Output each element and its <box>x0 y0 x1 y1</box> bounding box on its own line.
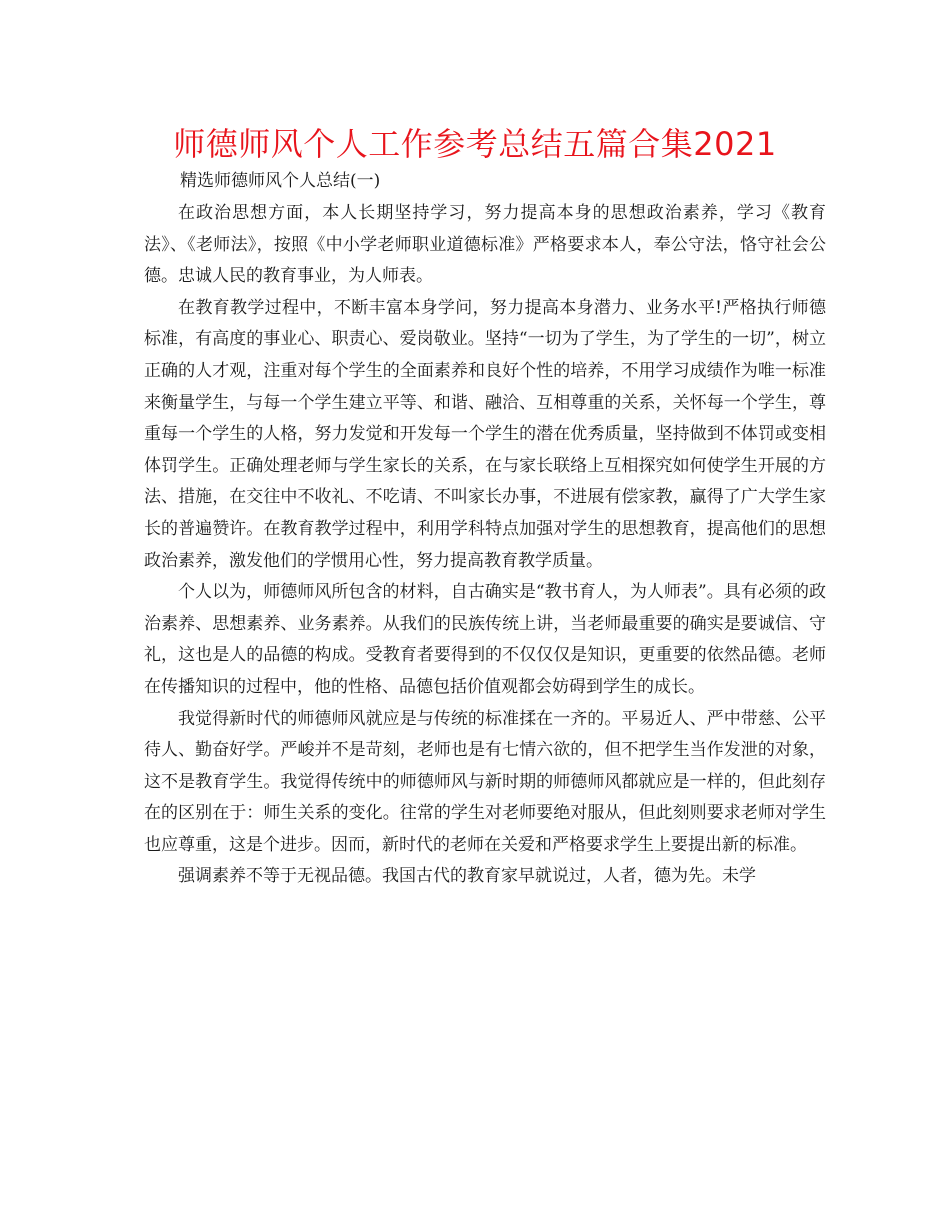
section-subtitle: 精选师德师风个人总结(一) <box>180 171 381 191</box>
paragraph-teaching-process: 在教育教学过程中，不断丰富本身学问，努力提高本身潜力、业务水平!严格执行师德标准，有高度的事业心、职责心、爱岗敬业。坚持“一切为了学生，为了学生的一切”，树立正确的人才观，注重对每个学生的全面素养和良好个性的培养，不用学习成绩作为唯一标准来衡量学生，与每一个学生建立平等、和谐、融洽、互相尊重的关系，关怀每一个学生，尊重每一个学生的人格，努力发觉和开发每一个学生的潜在优秀质量，坚持做到不体罚或变相体罚学生。正确处理老师与学生家长的关系，在与家长联络上互相探究如何使学生开展的方法、措施，在交往中不收礼、不吃请、不叫家长办事，不进展有偿家教，赢得了广大学生家长的普遍赞许。在教育教学过程中，利用学科特点加强对学生的思想教育，提高他们的思想政治素养，激发他们的学惯用心性，努力提高教育教学质量。 <box>144 297 826 571</box>
document-title: 师德师风个人工作参考总结五篇合集2021 <box>173 125 777 163</box>
paragraph-new-era: 我觉得新时代的师德师风就应是与传统的标准揉在一齐的。平易近人、严中带慈、公平待人、勤奋好学。严峻并不是苛刻，老师也是有七情六欲的，但不把学生当作发泄的对象，这不是教育学生。我觉得传统中的师德师风与新时期的师德师风都就应是一样的，但此刻存在的区别在于：师生关系的变化。往常的学生对老师要绝对服从，但此刻则要求老师对学生也应尊重，这是个进步。因而，新时代的老师在关爱和严格要求学生上要提出新的标准。 <box>144 708 826 855</box>
paragraph-personal-view: 个人以为，师德师风所包含的材料，自古确实是“教书育人，为人师表”。具有必须的政治素养、思想素养、业务素养。从我们的民族传统上讲，当老师最重要的确实是要诚信、守礼，这也是人的品德的构成。受教育者要得到的不仅仅仅是知识，更重要的依然品德。老师在传播知识的过程中，他的性格、品德包括价值观都会妨碍到学生的成长。 <box>144 582 826 697</box>
paragraph-quality-morality: 强调素养不等于无视品德。我国古代的教育家早就说过，人者，德为先。未学 <box>178 866 756 887</box>
paragraph-political-thought: 在政治思想方面，本人长期坚持学习，努力提高本身的思想政治素养，学习《教育法》、《老师法》，按照《中小学老师职业道德标准》严格要求本人，奉公守法，恪守社会公德。忠诚人民的教育事业，为人师表。 <box>144 203 826 287</box>
document-body <box>144 198 826 893</box>
